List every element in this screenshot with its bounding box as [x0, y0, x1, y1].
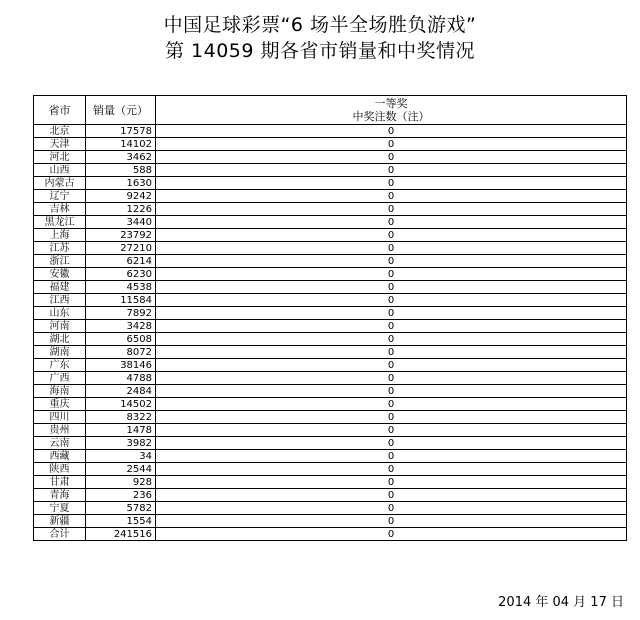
province-cell: 辽宁 [34, 190, 86, 203]
winners-cell: 0 [156, 346, 627, 359]
table-row [34, 177, 627, 190]
winners-cell: 0 [156, 411, 627, 424]
sales-cell: 11584 [86, 294, 156, 307]
table-row [34, 476, 627, 489]
winners-cell: 0 [156, 164, 627, 177]
winners-cell: 0 [156, 359, 627, 372]
province-cell: 合计 [34, 528, 86, 541]
winners-cell: 0 [156, 255, 627, 268]
header-first-prize-line2: 中奖注数（注） [352, 110, 430, 123]
header-province: 省市 [34, 96, 86, 125]
province-cell: 甘肃 [34, 476, 86, 489]
province-cell: 海南 [34, 385, 86, 398]
sales-cell: 23792 [86, 229, 156, 242]
province-cell: 山西 [34, 164, 86, 177]
province-cell: 四川 [34, 411, 86, 424]
table-row [34, 125, 627, 138]
province-cell: 江苏 [34, 242, 86, 255]
issue-date: 2014 年 04 月 17 日 [498, 595, 624, 610]
sales-cell: 236 [86, 489, 156, 502]
province-cell: 黑龙江 [34, 216, 86, 229]
table-row [34, 138, 627, 151]
winners-cell: 0 [156, 463, 627, 476]
province-cell: 贵州 [34, 424, 86, 437]
sales-cell: 27210 [86, 242, 156, 255]
sales-cell: 3982 [86, 437, 156, 450]
sales-cell: 1478 [86, 424, 156, 437]
table-row [34, 268, 627, 281]
winners-cell: 0 [156, 489, 627, 502]
winners-cell: 0 [156, 242, 627, 255]
province-cell: 天津 [34, 138, 86, 151]
table-row [34, 463, 627, 476]
sales-cell: 34 [86, 450, 156, 463]
province-cell: 江西 [34, 294, 86, 307]
table-row [34, 528, 627, 541]
table-row [34, 307, 627, 320]
header-first-prize [156, 96, 627, 125]
province-cell: 吉林 [34, 203, 86, 216]
table-row [34, 281, 627, 294]
province-cell: 河北 [34, 151, 86, 164]
winners-cell: 0 [156, 216, 627, 229]
sales-cell: 8322 [86, 411, 156, 424]
winners-cell: 0 [156, 307, 627, 320]
winners-cell: 0 [156, 528, 627, 541]
sales-cell: 3440 [86, 216, 156, 229]
table-row [34, 203, 627, 216]
table-row [34, 515, 627, 528]
province-cell: 上海 [34, 229, 86, 242]
table-row [34, 151, 627, 164]
table-row [34, 346, 627, 359]
page-subtitle: 第 14059 期各省市销量和中奖情况 [164, 40, 476, 62]
page-title: 中国足球彩票“6 场半全场胜负游戏” [163, 14, 477, 36]
province-cell: 山东 [34, 307, 86, 320]
winners-cell: 0 [156, 515, 627, 528]
province-cell: 福建 [34, 281, 86, 294]
winners-cell: 0 [156, 125, 627, 138]
winners-cell: 0 [156, 138, 627, 151]
province-cell: 宁夏 [34, 502, 86, 515]
sales-cell: 1630 [86, 177, 156, 190]
province-cell: 河南 [34, 320, 86, 333]
table-row [34, 320, 627, 333]
sales-cell: 8072 [86, 346, 156, 359]
province-cell: 安徽 [34, 268, 86, 281]
province-cell: 陕西 [34, 463, 86, 476]
winners-cell: 0 [156, 320, 627, 333]
table-row [34, 294, 627, 307]
sales-table [33, 95, 627, 541]
sales-cell: 3462 [86, 151, 156, 164]
winners-cell: 0 [156, 450, 627, 463]
sales-cell: 2484 [86, 385, 156, 398]
header-first-prize-line1: 一等奖 [374, 97, 408, 110]
header-sales: 销量（元） [86, 96, 156, 125]
table-header-row [34, 96, 627, 125]
table-row [34, 411, 627, 424]
table-row [34, 242, 627, 255]
table-row [34, 216, 627, 229]
winners-cell: 0 [156, 177, 627, 190]
winners-cell: 0 [156, 372, 627, 385]
table-row [34, 372, 627, 385]
sales-cell: 4538 [86, 281, 156, 294]
table-row [34, 502, 627, 515]
sales-cell: 3428 [86, 320, 156, 333]
winners-cell: 0 [156, 268, 627, 281]
province-cell: 重庆 [34, 398, 86, 411]
province-cell: 广东 [34, 359, 86, 372]
table-body [34, 125, 627, 541]
province-cell: 湖南 [34, 346, 86, 359]
table-row [34, 437, 627, 450]
sales-cell: 1554 [86, 515, 156, 528]
sales-cell: 2544 [86, 463, 156, 476]
sales-cell: 6508 [86, 333, 156, 346]
province-cell: 湖北 [34, 333, 86, 346]
winners-cell: 0 [156, 190, 627, 203]
sales-cell: 6214 [86, 255, 156, 268]
sales-cell: 5782 [86, 502, 156, 515]
table-row [34, 489, 627, 502]
winners-cell: 0 [156, 333, 627, 346]
winners-cell: 0 [156, 437, 627, 450]
sales-cell: 17578 [86, 125, 156, 138]
winners-cell: 0 [156, 151, 627, 164]
sales-cell: 6230 [86, 268, 156, 281]
province-cell: 青海 [34, 489, 86, 502]
province-cell: 云南 [34, 437, 86, 450]
winners-cell: 0 [156, 502, 627, 515]
province-cell: 北京 [34, 125, 86, 138]
sales-cell: 7892 [86, 307, 156, 320]
sales-cell: 38146 [86, 359, 156, 372]
table-row [34, 424, 627, 437]
province-cell: 新疆 [34, 515, 86, 528]
table-row [34, 164, 627, 177]
table-row [34, 385, 627, 398]
table-row [34, 229, 627, 242]
sales-cell: 928 [86, 476, 156, 489]
province-cell: 浙江 [34, 255, 86, 268]
table-row [34, 359, 627, 372]
table-row [34, 333, 627, 346]
sales-cell: 241516 [86, 528, 156, 541]
province-cell: 内蒙古 [34, 177, 86, 190]
winners-cell: 0 [156, 294, 627, 307]
winners-cell: 0 [156, 398, 627, 411]
province-cell: 广西 [34, 372, 86, 385]
sales-cell: 588 [86, 164, 156, 177]
winners-cell: 0 [156, 476, 627, 489]
sales-cell: 4788 [86, 372, 156, 385]
table-row [34, 450, 627, 463]
province-cell: 西藏 [34, 450, 86, 463]
table-row [34, 255, 627, 268]
sales-cell: 14102 [86, 138, 156, 151]
sales-cell: 14502 [86, 398, 156, 411]
winners-cell: 0 [156, 424, 627, 437]
winners-cell: 0 [156, 281, 627, 294]
winners-cell: 0 [156, 385, 627, 398]
winners-cell: 0 [156, 229, 627, 242]
table-row [34, 398, 627, 411]
winners-cell: 0 [156, 203, 627, 216]
sales-cell: 1226 [86, 203, 156, 216]
table-row [34, 190, 627, 203]
sales-cell: 9242 [86, 190, 156, 203]
